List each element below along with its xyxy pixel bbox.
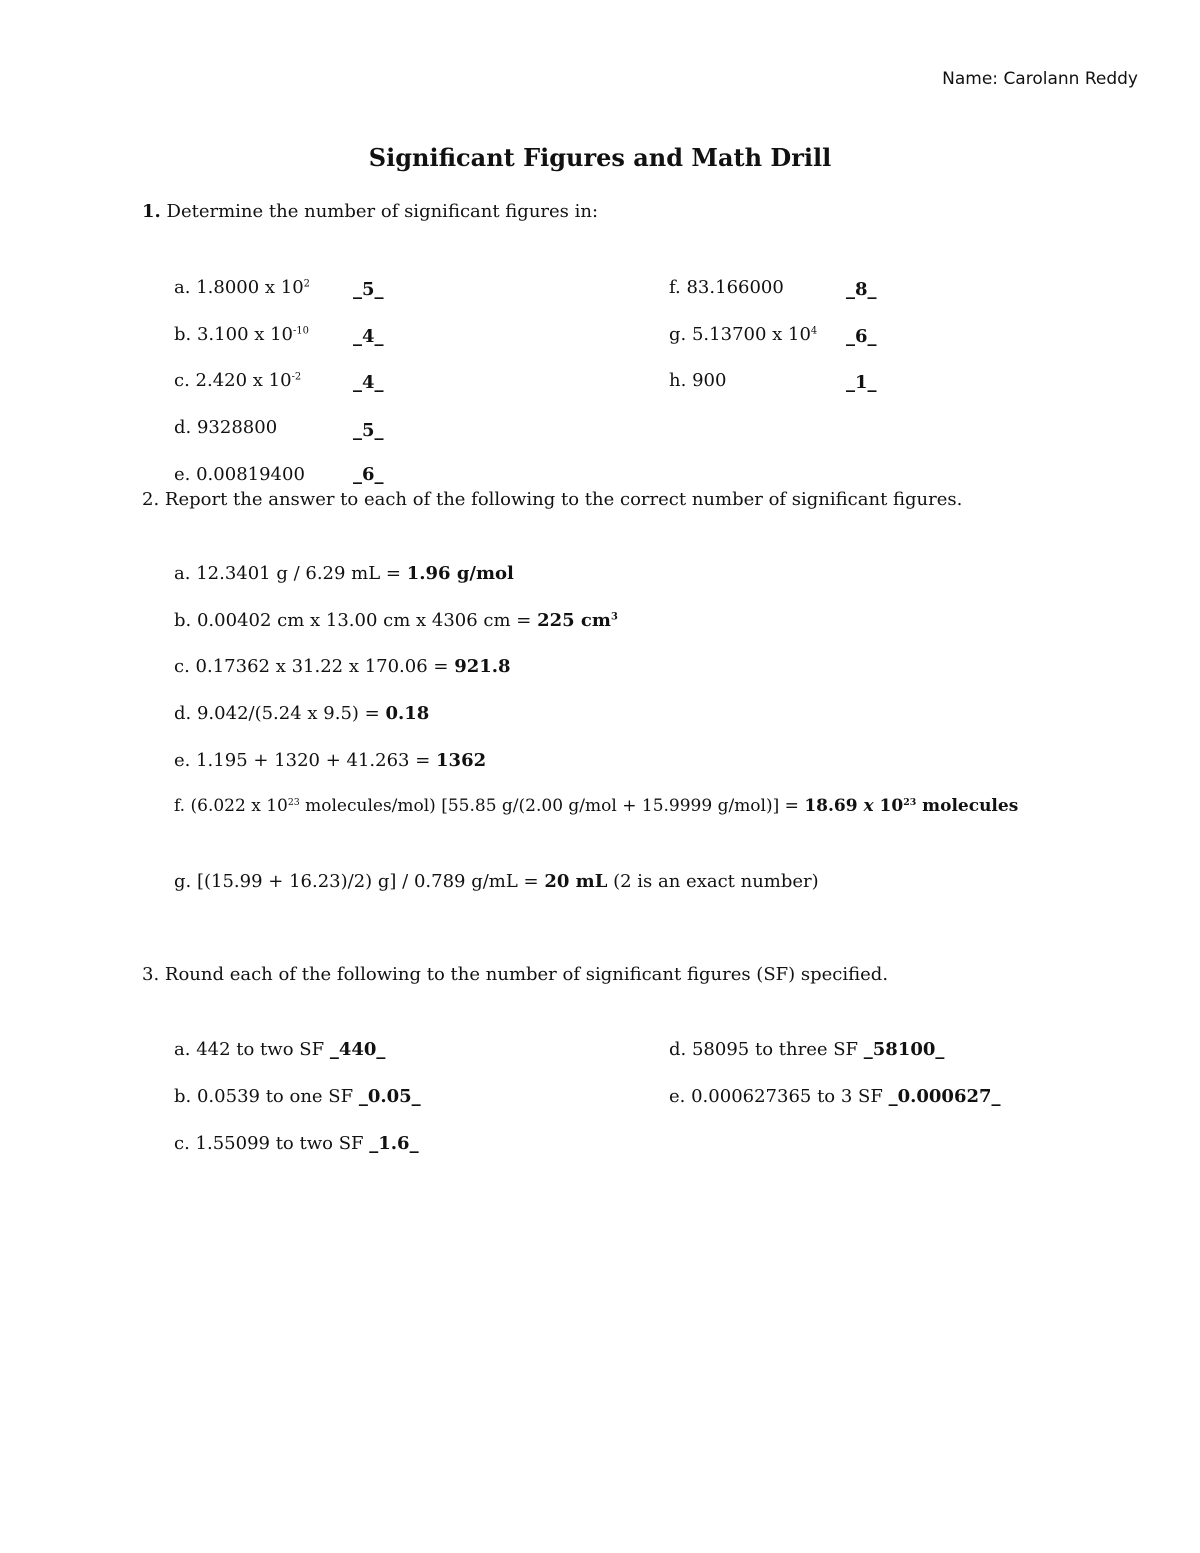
q1-item-f: [669, 277, 784, 298]
item-expression: [(15.99 + 16.23)/2) g] / 0.789 g/mL =: [196, 871, 545, 892]
item-text: 1.55099 to two SF: [195, 1133, 370, 1154]
q1-item-b: [174, 324, 309, 345]
item-value: 5.13700 x 10: [691, 324, 811, 345]
item-answer-unit: molecules: [916, 796, 1019, 816]
item-label: e.: [174, 464, 191, 485]
item-label: d.: [174, 703, 192, 724]
q2-item-d: [174, 703, 429, 724]
item-answer: 1.96 g/mol: [406, 563, 514, 584]
item-label: c.: [174, 656, 190, 677]
item-value: 2.420 x 10: [195, 370, 292, 391]
item-answer-base: 10: [873, 796, 904, 816]
item-answer: 0.18: [385, 703, 430, 724]
item-label: e.: [669, 1086, 686, 1107]
item-label: c.: [174, 1133, 190, 1154]
item-value: 1.8000 x 10: [196, 277, 304, 298]
item-value: 3.100 x 10: [196, 324, 294, 345]
item-answer-exponent: 3: [610, 611, 618, 623]
item-value: 900: [692, 370, 727, 391]
question-1-prompt: [142, 201, 598, 222]
question-1-text: Determine the number of significant figures in:: [166, 201, 599, 222]
q3-item-b: [174, 1086, 421, 1107]
q1-answer-a: _5_: [353, 279, 384, 300]
item-label: d.: [669, 1039, 687, 1060]
q1-answer-c: _4_: [353, 372, 384, 393]
item-label: a.: [174, 277, 191, 298]
q2-item-f: [174, 796, 1018, 816]
item-answer: 225 cm: [537, 610, 611, 631]
item-exponent: 4: [810, 325, 818, 337]
item-exponent: 2: [303, 278, 310, 290]
item-label: g.: [174, 871, 192, 892]
item-answer: 20 mL: [544, 871, 608, 892]
item-expression: 0.00402 cm x 13.00 cm x 4306 cm =: [196, 610, 538, 631]
item-label: c.: [174, 370, 190, 391]
q2-item-c: [174, 656, 511, 677]
item-answer: _0.000627_: [888, 1086, 1001, 1107]
item-label: h.: [669, 370, 687, 391]
question-1-number: 1.: [142, 201, 161, 222]
item-value: 9328800: [196, 417, 278, 438]
item-text: 0.000627365 to 3 SF: [691, 1086, 889, 1107]
item-label: e.: [174, 750, 191, 771]
item-text: 0.0539 to one SF: [196, 1086, 359, 1107]
item-label: b.: [174, 324, 192, 345]
item-expression: 9.042/(5.24 x 9.5) =: [196, 703, 386, 724]
q1-item-e: [174, 464, 305, 485]
item-exponent: -2: [291, 371, 302, 383]
item-text: 442 to two SF: [196, 1039, 330, 1060]
item-text: 58095 to three SF: [691, 1039, 864, 1060]
question-3-prompt: 3. Round each of the following to the number of significant figures (SF) specified.: [142, 964, 889, 985]
item-answer: _0.05_: [358, 1086, 421, 1107]
q1-item-h: [669, 370, 726, 391]
item-expression-exponent: 23: [287, 796, 300, 808]
q1-item-c: [174, 370, 301, 391]
q1-answer-f: _8_: [846, 279, 877, 300]
q3-item-e: [669, 1086, 1001, 1107]
q2-item-b: [174, 610, 618, 631]
item-answer: 1362: [436, 750, 487, 771]
q3-item-d: [669, 1039, 944, 1060]
q1-answer-e: _6_: [353, 464, 384, 485]
item-value: 0.00819400: [196, 464, 305, 485]
item-answer: _440_: [329, 1039, 386, 1060]
item-expression: 1.195 + 1320 + 41.263 =: [196, 750, 437, 771]
student-name: Name: Carolann Reddy: [942, 69, 1138, 89]
item-answer: _58100_: [863, 1039, 945, 1060]
q3-item-a: [174, 1039, 385, 1060]
q1-answer-g: _6_: [846, 326, 877, 347]
item-answer-exponent: 23: [903, 796, 917, 808]
q1-item-d: [174, 417, 277, 438]
item-label: f.: [174, 796, 186, 816]
item-label: b.: [174, 610, 192, 631]
item-answer: 18.69: [804, 796, 864, 816]
item-exponent: -10: [293, 325, 309, 337]
q1-answer-d: _5_: [353, 420, 384, 441]
item-expression: (6.022 x 10: [190, 796, 288, 816]
item-expression-rest: molecules/mol) [55.85 g/(2.00 g/mol + 15.9999 g/mol)] =: [299, 796, 805, 816]
item-expression: 12.3401 g / 6.29 mL =: [196, 563, 407, 584]
q2-item-a: [174, 563, 514, 584]
q2-item-g: [174, 871, 819, 892]
q3-item-c: [174, 1133, 419, 1154]
item-label: g.: [669, 324, 687, 345]
item-answer: 921.8: [454, 656, 511, 677]
item-answer-times: x: [863, 796, 874, 816]
item-expression: 0.17362 x 31.22 x 170.06 =: [195, 656, 455, 677]
q1-answer-b: _4_: [353, 326, 384, 347]
q1-item-g: [669, 324, 817, 345]
item-note: (2 is an exact number): [607, 871, 819, 892]
q1-answer-h: _1_: [846, 372, 877, 393]
q2-item-e: [174, 750, 486, 771]
item-label: f.: [669, 277, 681, 298]
item-label: d.: [174, 417, 192, 438]
item-label: b.: [174, 1086, 192, 1107]
q1-item-a: [174, 277, 310, 298]
item-value: 83.166000: [686, 277, 784, 298]
item-answer: _1.6_: [369, 1133, 419, 1154]
item-label: a.: [174, 1039, 191, 1060]
item-label: a.: [174, 563, 191, 584]
page-title: Significant Figures and Math Drill: [368, 143, 832, 172]
question-2-prompt: 2. Report the answer to each of the following to the correct number of significant figures.: [142, 489, 963, 510]
